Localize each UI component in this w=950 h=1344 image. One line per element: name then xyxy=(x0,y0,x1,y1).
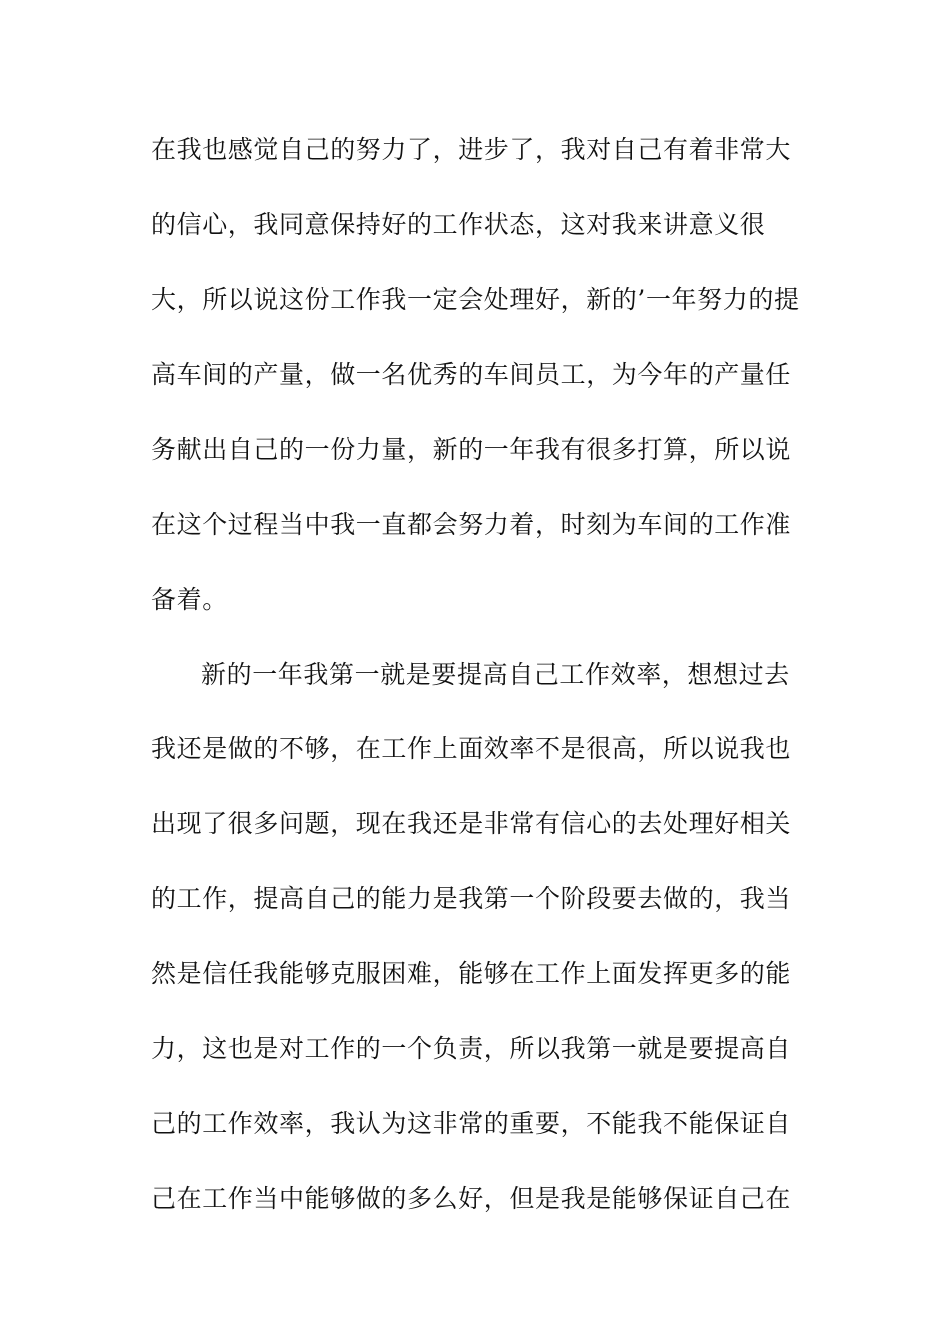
text-line: 在我也感觉自己的努力了，进步了，我对自己有着非常大 xyxy=(151,135,792,164)
text-line: 出现了很多问题，现在我还是非常有信心的去处理好相关 xyxy=(151,809,792,838)
text-line-indented: 新的一年我第一就是要提高自己工作效率，想想过去 xyxy=(201,660,790,689)
text-line: 高车间的产量，做一名优秀的车间员工，为今年的产量任 xyxy=(151,360,792,389)
text-line: 我还是做的不够，在工作上面效率不是很高，所以说我也 xyxy=(151,734,792,763)
text-line: 备着。 xyxy=(151,585,228,614)
text-line: 的信心，我同意保持好的工作状态，这对我来讲意义很 xyxy=(151,210,766,239)
text-line: 己的工作效率，我认为这非常的重要，不能我不能保证自 xyxy=(151,1109,792,1138)
text-line: 然是信任我能够克服困难，能够在工作上面发挥更多的能 xyxy=(151,959,792,988)
text-line: 务献出自己的一份力量，新的一年我有很多打算，所以说 xyxy=(151,435,792,464)
text-line: 己在工作当中能够做的多么好，但是我是能够保证自己在 xyxy=(151,1184,792,1213)
text-line: 大，所以说这份工作我一定会处理好，新的’一年努力的提 xyxy=(151,285,800,314)
text-line: 的工作，提高自己的能力是我第一个阶段要去做的，我当 xyxy=(151,884,792,913)
text-line: 力，这也是对工作的一个负责，所以我第一就是要提高自 xyxy=(151,1034,792,1063)
text-line: 在这个过程当中我一直都会努力着，时刻为车间的工作准 xyxy=(151,510,792,539)
